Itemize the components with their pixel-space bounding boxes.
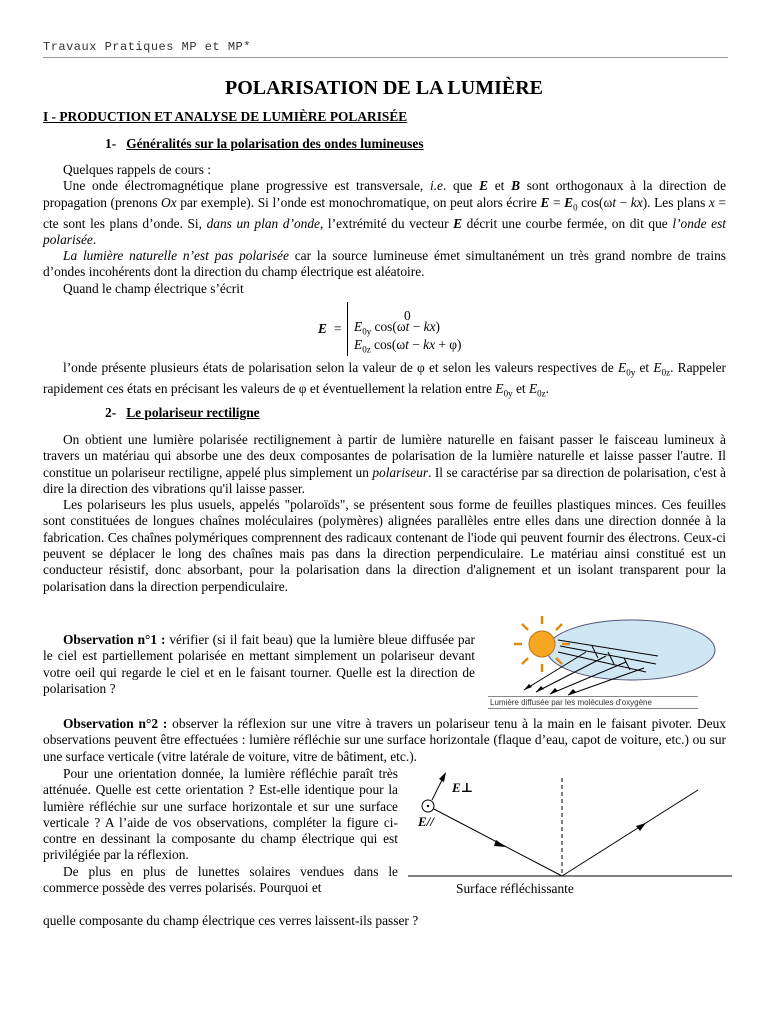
paragraph: Observation n°2 : observer la réflexion sur une vitre à travers un polariseur tenu à la main en le faisant pivoter. Deux observations peuvent être effectuées : lumière réfléchie sur une surface horizontale (flaque d’eau, capot de voiture, etc.) ou sur une surface verticale (vitre latérale de voiture, vitre de bâtiment, etc.). (43, 716, 726, 764)
e-par-label: E// (418, 814, 434, 829)
sky-ellipse (547, 620, 715, 680)
page-header: Travaux Pratiques MP et MP* (43, 40, 728, 58)
paragraph: La lumière naturelle n’est pas polarisée car la source lumineuse émet simultanément un très grand nombre de trains d’ondes incohérents dont la direction du champ électrique est aléatoire. (43, 248, 726, 280)
subsection-number-1: 1- (105, 136, 117, 151)
paragraph: Quand le champ électrique s’écrit (63, 280, 244, 296)
observation-2 (43, 716, 726, 765)
paragraph: Pour une orientation donnée, la lumière réfléchie paraît très atténuée. Quelle est cette orientation ? Est-elle identique pour la lumière réfléchie sur une surface horizontale et sur une surface verticale ? A l’aide de vos observations, compléter la figure ci-contre en dessinant la composante du champ électrique qui est privilégiée par la réflexion. (43, 766, 398, 863)
equation-equals: = (334, 321, 342, 336)
equation-row-y: $E_{0y}$ cos(ωt − kx) (354, 319, 441, 337)
polariseur-text (43, 432, 726, 595)
e-perp-arrow-icon (439, 772, 446, 782)
subsection-label-2: Le polariseur rectiligne (126, 405, 260, 420)
generalites-text (43, 162, 726, 297)
paragraph: quelle composante du champ électrique ces verres laissent-ils passer ? (43, 913, 419, 928)
subsection-title-2 (105, 405, 260, 421)
equation-bracket (347, 302, 348, 356)
sunglasses-question-end (43, 913, 726, 929)
subsection-number-2: 2- (105, 405, 117, 420)
surface-label: Surface réfléchissante (456, 881, 574, 896)
subsection-label-1: Généralités sur la polarisation des ondes lumineuses (126, 136, 424, 151)
subsection-title-1 (105, 136, 424, 152)
incident-arrow-icon (494, 840, 506, 847)
paragraph: Quelques rappels de cours : (63, 162, 211, 177)
observation-1 (43, 632, 475, 697)
e-perp-label: E⊥ (452, 780, 474, 795)
page-title: POLARISATION DE LA LUMIÈRE (224, 77, 544, 99)
paragraph: Observation n°1 : vérifier (si il fait beau) que la lumière bleue diffusée par le ciel est partiellement polarisée en mettant simplement un polariseur devant votre oeil qui regarde le ciel et en le faisant tourner. Quelle est la direction de polarisation ? (43, 632, 476, 696)
paragraph: On obtient une lumière polarisée rectilignement à partir de lumière naturelle en faisant passer le faisceau lumineux à travers un matériau qui absorbe une des deux composantes de polarisation de la lumière naturelle et laisse passer l'autre. Il constitue un polariseur rectiligne, appelé plus simplement un polariseur. Il se caractérise par sa direction de polarisation, c'est à dire la direction des vibrations qu'il laisse passer. (43, 432, 726, 496)
paragraph: De plus en plus de lunettes solaires vendues dans le commerce possède des verres polarisés. Pourquoi et (43, 863, 398, 896)
polarisation-states-text (43, 360, 726, 402)
section-title-1: I - PRODUCTION ET ANALYSE DE LUMIÈRE POLARISÉE (43, 109, 408, 124)
equation-row-x: 0 (404, 308, 411, 323)
reflected-ray (562, 790, 698, 876)
paragraph: Une onde électromagnétique plane progressive est transversale, i.e. que E et B sont orthogonaux à la direction de propagation (prenons Ox par exemple). Si l’onde est monochromatique, on peut alors écrire $E = E_0$ cos(ωt − kx). Les plans x = cte sont les plans d’onde. Si, dans un plan d’onde, l’extrémité du vecteur E décrit une courbe fermée, on dit que l’onde est polarisée. (43, 178, 727, 247)
paragraph: Les polariseurs les plus usuels, appelés "polaroïds", se présentent sous forme de feuilles plastiques minces. Ces feuilles sont constituées de longues chaînes moléculaires (polymères) alignées parallèles entre elles dans une direction donnée à la fabrication. Ces chaînes polymériques comprennent des radicaux contenant de l'iode qui peuvent fournir des électrons. Ceux-ci peuvent se déplacer le long des chaînes mais pas dans la direction perpendiculaire. Le matériau ainsi constitué est un conducteur résistif, donc absorbant, pour la polarisation dans la direction d'alignement et un isolant transparent pour la polarisation dans la direction perpendiculaire. (43, 497, 726, 594)
paragraph: l’onde présente plusieurs états de polarisation selon la valeur de φ et selon les valeurs respectives de $E_{0y}$ et $E_{0z}$. Rappeler rapidement ces états en précisant les valeurs de φ et éventuellement la relation entre $E_{0y}$ et $E_{0z}$. (43, 360, 726, 399)
sky-scattering-figure (486, 612, 722, 698)
equation-lhs: E (318, 321, 327, 336)
electric-field-equation (318, 300, 518, 358)
observation-2-questions (43, 766, 398, 896)
reflected-arrow-icon (636, 823, 646, 831)
equation-row-z: $E_{0z}$ cos(ωt − kx + φ) (354, 337, 462, 355)
figure-1-caption: Lumière diffusée par les molécules d'oxygène (488, 696, 698, 709)
